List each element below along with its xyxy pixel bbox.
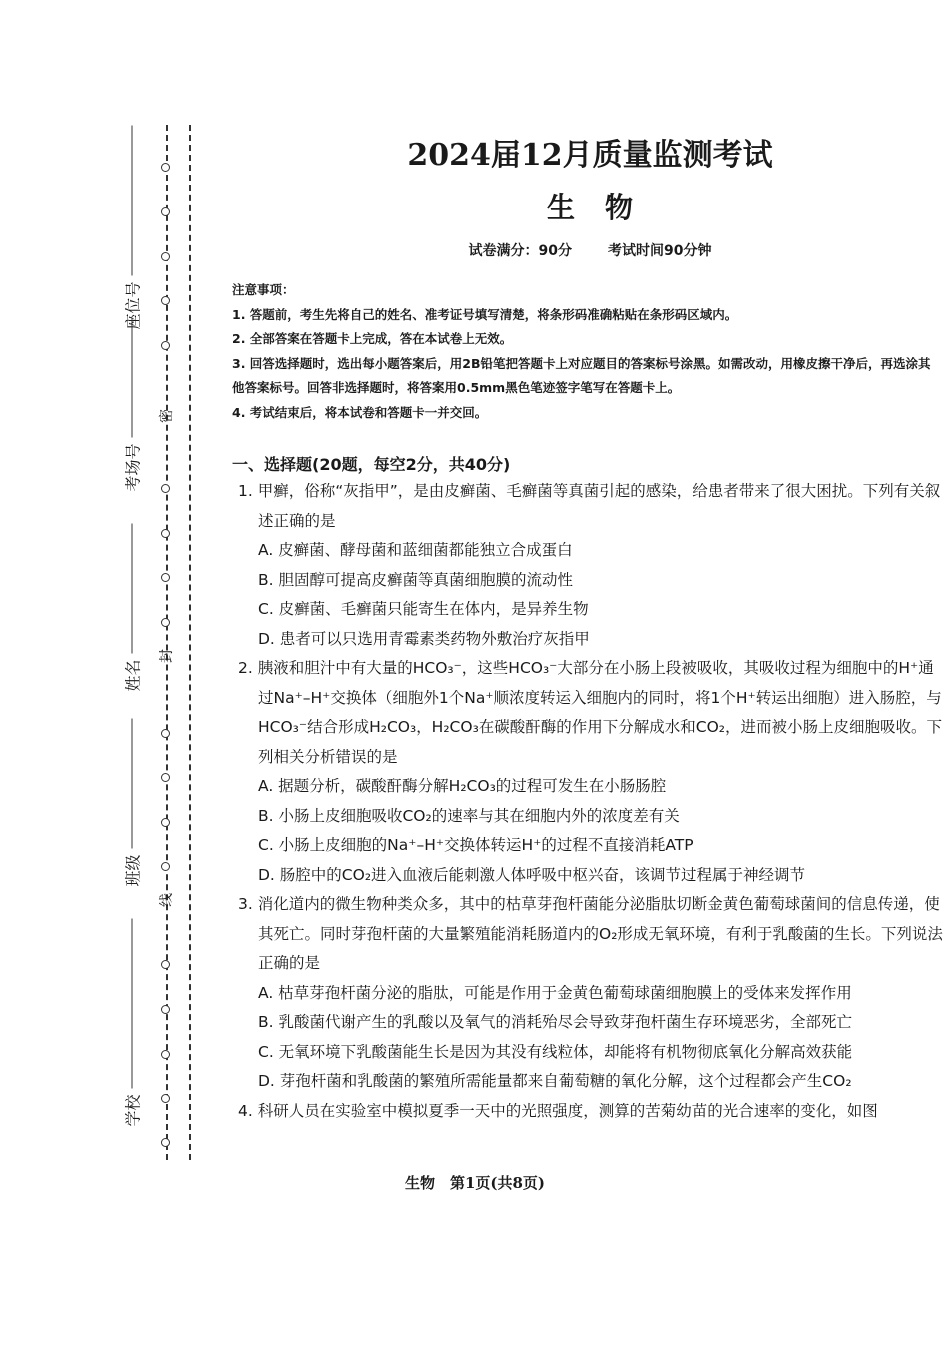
question-2 [238,654,944,890]
class-label: 班级 [123,854,143,887]
note-item: 4. 考试结束后，将本试卷和答题卡一并交回。 [232,404,488,420]
exam-duration: 考试时间90分钟 [608,243,712,259]
name-line [132,523,133,653]
binding-hole [161,773,170,782]
question-stem: 1. 甲癣，俗称“灰指甲”，是由皮癣菌、毛癣菌等真菌引起的感染，给患者带来了很大困扰。下列有关叙述正确的是 [238,482,941,530]
school-field[interactable] [121,918,144,1126]
option-d: D. 芽孢杆菌和乳酸菌的繁殖所需能量都来自葡萄糖的氧化分解，这个过程都会产生CO₂ [258,1072,852,1090]
question-stem: 3. 消化道内的微生物种类众多，其中的枯草芽孢杆菌能分泌脂肽切断金黄色葡萄球菌间的信息传递，使其死亡。同时芽孢杆菌的大量繁殖能消耗肠道内的O₂形成无氧环境，有利于乳酸菌的生长。下列说法正确的是 [238,895,943,972]
exam-room-field[interactable] [121,317,144,491]
binding-hole [161,529,170,538]
seat-number-label: 座位号 [123,281,143,330]
exam-room-line [132,317,133,437]
option-b: B. 胆固醇可提高皮癣菌等真菌细胞膜的流动性 [258,570,573,589]
name-label: 姓名 [123,659,143,692]
binding-hole [161,618,170,627]
page-footer: 生物 第1页(共8页) [404,1174,546,1192]
note-item: 3. 回答选择题时，选出每小题答案后，用2B铅笔把答题卡上对应题目的答案标号涂黑。如需改动，用橡皮擦干净后，再选涂其他答案标号。回答非选择题时，将答案用0.5mm黑色笔迹签字笔写在答题卡上。 [232,355,931,395]
option-d: D. 肠腔中的CO₂进入血液后能刺激人体呼吸中枢兴奋，该调节过程属于神经调节 [258,865,806,884]
option-d: D. 患者可以只选用青霉素类药物外敷治疗灰指甲 [258,629,590,648]
option-c: C. 小肠上皮细胞的Na⁺–H⁺交换体转运H⁺的过程不直接消耗ATP [258,836,694,854]
exam-notes [232,278,942,425]
option-a: A. 据题分析，碳酸酐酶分解H₂CO₃的过程可发生在小肠肠腔 [258,777,667,795]
option-b: B. 小肠上皮细胞吸收CO₂的速率与其在细胞内外的浓度差有关 [258,806,680,825]
binding-margin [0,0,200,1345]
option-a: A. 枯草芽孢杆菌分泌的脂肽，可能是作用于金黄色葡萄球菌细胞膜上的受体来发挥作用 [258,983,852,1002]
binding-hole [161,818,170,827]
question-stem: 2. 胰液和胆汁中有大量的HCO₃⁻，这些HCO₃⁻大部分在小肠上段被吸收，其吸收过程为细胞中的H⁺通过Na⁺–H⁺交换体（细胞外1个Na⁺顺浓度转运入细胞内的同时，将1个H⁺转运出细胞）进入肠腔，与HCO₃⁻结合形成H₂CO₃，H₂CO₃在碳酸酐酶的作用下分解成水和CO₂，进而被小肠上皮细胞吸收。下列相关分析错误的是 [238,659,943,766]
seal-char-mi: 密 [159,409,175,423]
section-heading: 一、选择题(20题，每空2分，共40分) [232,455,511,474]
binding-hole [161,960,170,969]
binding-hole [161,341,170,350]
seat-number-field[interactable] [121,125,144,329]
binding-hole [161,729,170,738]
school-line [132,918,133,1088]
binding-hole [161,1050,170,1059]
binding-hole [161,207,170,216]
question-4 [238,1097,944,1127]
binding-hole [161,484,170,493]
note-item: 1. 答题前，考生先将自己的姓名、准考证号填写清楚，将条形码准确粘贴在条形码区域内。 [232,306,738,322]
question-1 [238,477,944,654]
option-c: C. 皮癣菌、毛癣菌只能寄生在体内，是异养生物 [258,600,589,618]
seal-char-feng: 封 [159,649,175,663]
question-3 [238,890,944,1097]
exam-room-label: 考场号 [123,443,143,492]
binding-hole [161,1138,170,1147]
binding-hole [161,252,170,261]
note-item: 2. 全部答案在答题卡上完成，答在本试卷上无效。 [232,331,513,346]
exam-meta [240,240,940,260]
exam-title: 2024届12月质量监测考试 [407,138,773,173]
option-c: C. 无氧环境下乳酸菌能生长是因为其没有线粒体，却能将有机物彻底氧化分解高效获能 [258,1042,853,1061]
questions [238,477,944,1126]
seat-number-line [132,125,133,275]
binding-hole [161,573,170,582]
name-field[interactable] [121,523,144,691]
class-line [132,718,133,848]
question-stem: 4. 科研人员在实验室中模拟夏季一天中的光照强度，测算的苦菊幼苗的光合速率的变化，如图 [238,1101,878,1120]
binding-hole [161,163,170,172]
school-label: 学校 [123,1094,143,1127]
class-field[interactable] [121,718,144,886]
full-score: 试卷满分：90分 [468,243,572,259]
binding-hole [161,296,170,305]
binding-line-outer [189,125,191,1160]
seal-char-xian: 线 [159,893,175,907]
subject-title: 生物 [546,191,663,224]
option-a: A. 皮癣菌、酵母菌和蓝细菌都能独立合成蛋白 [258,541,573,559]
binding-hole [161,862,170,871]
binding-hole [161,1094,170,1103]
option-b: B. 乳酸菌代谢产生的乳酸以及氧气的消耗殆尽会导致芽孢杆菌生存环境恶劣，全部死亡 [258,1013,852,1031]
binding-hole [161,1005,170,1014]
notes-heading: 注意事项： [232,282,295,297]
